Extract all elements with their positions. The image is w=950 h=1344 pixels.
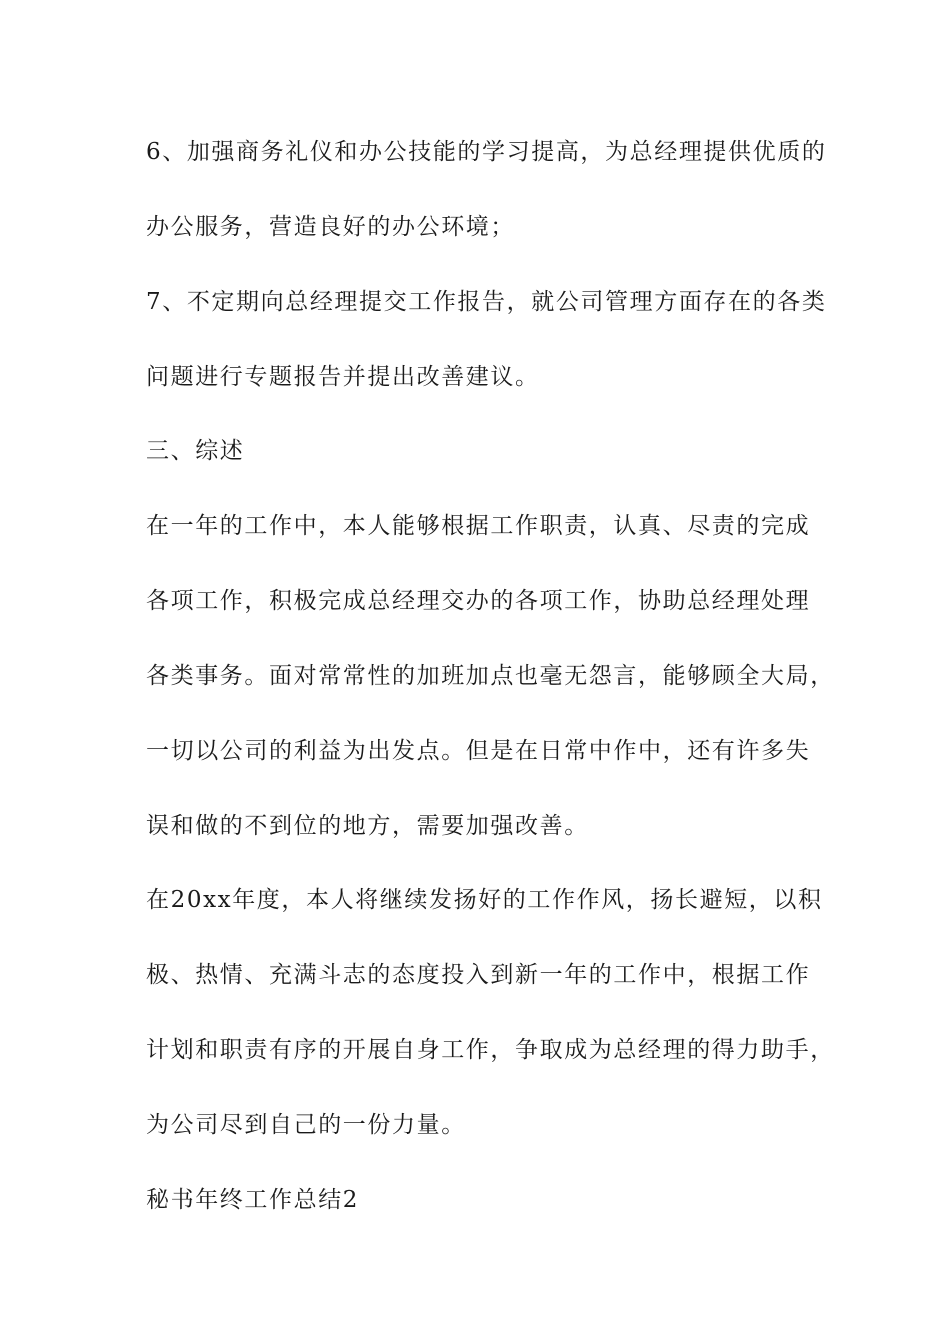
text-line: 一切以公司的利益为出发点。但是在日常中作中，还有许多失 <box>146 738 811 764</box>
text-line: 6、加强商务礼仪和办公技能的学习提高，为总经理提供优质的 <box>146 139 827 165</box>
text-line: 计划和职责有序的开展自身工作，争取成为总经理的得力助手， <box>146 1037 835 1063</box>
text-line: 7、不定期向总经理提交工作报告，就公司管理方面存在的各类 <box>146 289 827 315</box>
text-line: 各类事务。面对常常性的加班加点也毫无怨言，能够顾全大局， <box>146 663 835 689</box>
section-title: 秘书年终工作总结2 <box>146 1187 360 1213</box>
text-line: 办公服务，营造良好的办公环境； <box>146 214 515 240</box>
text-line: 在20xx年度，本人将继续发扬好的工作作风，扬长避短，以积 <box>146 887 823 913</box>
text-line: 各项工作，积极完成总经理交办的各项工作，协助总经理处理 <box>146 588 811 614</box>
text-line: 误和做的不到位的地方，需要加强改善。 <box>146 813 589 839</box>
text-line: 为公司尽到自己的一份力量。 <box>146 1112 466 1138</box>
section-heading: 三、综述 <box>146 438 245 464</box>
text-line: 极、热情、充满斗志的态度投入到新一年的工作中，根据工作 <box>146 962 811 988</box>
text-line: 问题进行专题报告并提出改善建议。 <box>146 364 540 390</box>
text-line: 在一年的工作中，本人能够根据工作职责，认真、尽责的完成 <box>146 513 811 539</box>
